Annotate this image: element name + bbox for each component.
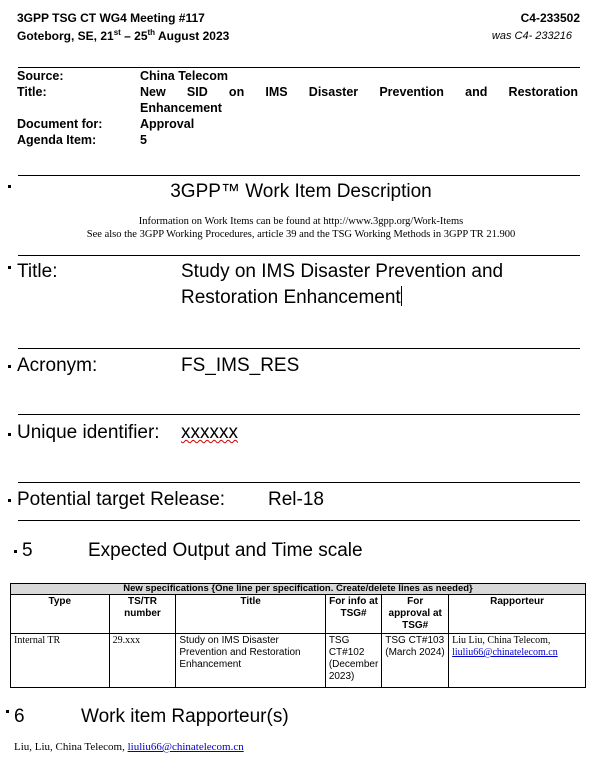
title-top-rule [18, 255, 580, 256]
meta-top-rule [18, 67, 580, 68]
acronym-top-rule [18, 348, 580, 349]
uid-top-rule [18, 414, 580, 415]
meeting-location [17, 28, 229, 43]
col-rapporteur: Rapporteur [449, 595, 586, 634]
section6-rapporteur [14, 741, 244, 753]
section5-heading: Expected Output and Time scale [88, 540, 363, 561]
wid-info-line1: Information on Work Items can be found at http://www.3gpp.org/Work-Items [138, 216, 464, 227]
table-banner-row [11, 584, 586, 595]
bullet-mark [8, 365, 11, 368]
uid-value: xxxxxx [181, 422, 238, 443]
source-value: China Telecom [140, 69, 228, 83]
wid-heading: 3GPP™ Work Item Description [170, 181, 432, 202]
section6-rapporteur-name: Liu, Liu, China Telecom, [14, 741, 128, 753]
release-label: Potential target Release: [17, 489, 226, 510]
agenda-value: 5 [140, 133, 147, 147]
table-header-row [11, 595, 586, 634]
section6-number: 6 [14, 706, 25, 727]
cell-number: 29.xxx [109, 634, 176, 688]
wid-top-rule [18, 175, 580, 176]
title-value-line2: Enhancement [140, 101, 222, 115]
cell-rapporteur [449, 634, 586, 688]
col-type: Type [11, 595, 110, 634]
title-value-line1: New SID on IMS Disaster Prevention and Restoration [140, 85, 578, 99]
field-title-label: Title: [17, 261, 58, 282]
rapporteur-email-link[interactable]: liuliu66@chinatelecom.cn [452, 647, 558, 658]
uid-label: Unique identifier: [17, 422, 160, 443]
bullet-mark [8, 499, 11, 502]
output-table [10, 583, 586, 688]
bullet-mark [6, 710, 9, 713]
section5-top-rule [18, 520, 580, 521]
bullet-mark [8, 266, 11, 269]
col-approval-at: For approval at TSG# [382, 595, 449, 634]
location-start: Goteborg, SE, 21 [17, 29, 114, 43]
field-title-line1: Study on IMS Disaster Prevention and [181, 261, 504, 282]
section6-rapporteur-email-link[interactable]: liuliu66@chinatelecom.cn [127, 741, 244, 753]
cell-info-at: TSG CT#102 (December 2023) [325, 634, 381, 688]
field-title-line2 [181, 286, 402, 309]
section6-heading: Work item Rapporteur(s) [81, 706, 289, 727]
cell-approval-at: TSG CT#103 (March 2024) [382, 634, 449, 688]
was-tdoc: was C4- 233216 [491, 30, 572, 42]
tdoc-number: C4-233502 [520, 11, 580, 25]
bullet-mark [14, 550, 17, 553]
location-mid: – 25 [120, 29, 148, 43]
release-top-rule [18, 482, 580, 483]
wid-info-line2: See also the 3GPP Working Procedures, article 39 and the TSG Working Methods in 3GPP TR 21.900 [86, 229, 516, 240]
rapporteur-name: Liu Liu, China Telecom, [452, 635, 551, 646]
table-banner: New specifications {One line per specification. Create/delete lines as needed} [11, 584, 586, 595]
bullet-mark [8, 433, 11, 436]
col-info-at: For info at TSG# [325, 595, 381, 634]
location-sup-1: st [113, 28, 121, 37]
text-cursor [401, 286, 402, 306]
source-label: Source: [17, 69, 64, 83]
acronym-label: Acronym: [17, 355, 98, 376]
table-row [11, 634, 586, 688]
location-end: August 2023 [155, 29, 230, 43]
location-sup-2: th [147, 28, 156, 37]
col-number: TS/TR number [109, 595, 176, 634]
section5-number: 5 [22, 540, 33, 561]
title-label: Title: [17, 85, 47, 99]
release-value: Rel-18 [268, 489, 324, 510]
acronym-value: FS_IMS_RES [181, 355, 300, 376]
field-title-line2-text: Restoration Enhancement [181, 287, 401, 308]
meeting-title: 3GPP TSG CT WG4 Meeting #117 [17, 11, 205, 25]
docfor-value: Approval [140, 117, 195, 131]
agenda-label: Agenda Item: [17, 133, 97, 147]
cell-type: Internal TR [11, 634, 110, 688]
cell-title: Study on IMS Disaster Prevention and Restoration Enhancement [176, 634, 325, 688]
col-title: Title [176, 595, 325, 634]
docfor-label: Document for: [17, 117, 103, 131]
